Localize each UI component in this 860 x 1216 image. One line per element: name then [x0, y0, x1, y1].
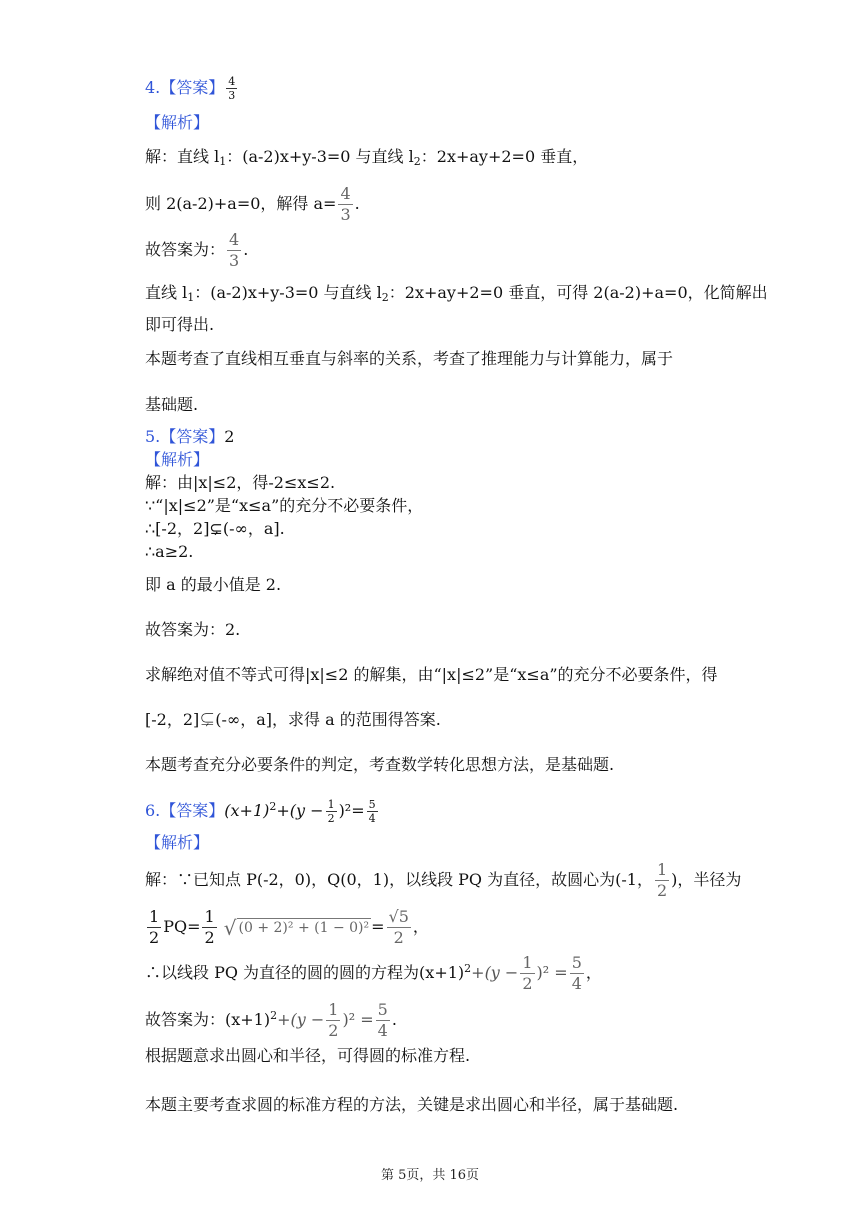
q6-center-y-fraction: $\frac{1}{2}$	[656, 860, 668, 900]
q4-analysis-label: 【解析】	[145, 113, 210, 132]
q6-half-fraction-1: $\frac{1}{2}$	[149, 907, 160, 947]
q6-sqrt-expression: √ (0 + 2)² + (1 − 0)²	[223, 915, 370, 940]
q6-answer-half: $\frac{1}{2}$	[327, 798, 335, 825]
q5-final-answer: 故答案为：2.	[145, 620, 241, 639]
q4-comment-line-1: 直线 $l_1$：(a-2)x+y-3=0 与直线 $l_2$：2x+ay+2=0 垂直，可得 2(a-2)+a=0，化简解出	[145, 283, 768, 304]
q6-answer: 6.【答案】$(x+1)^2+(y$ − $\frac{1}{2}$ )²= $\frac{5}{4}$	[145, 798, 376, 825]
q5-analysis-label: 【解析】	[145, 450, 210, 469]
q5-comment-line-2: [-2，2]⊊(-∞，a]，求得 a 的范围得答案.	[145, 710, 441, 729]
q6-final-rhs-fraction: $\frac{5}{4}$	[377, 1000, 388, 1040]
q6-answer-rhs: $\frac{5}{4}$	[368, 798, 376, 825]
q5-comment-line-1: 求解绝对值不等式可得|x|≤2 的解集，由“|x|≤2”是“x≤a”的充分不必要条件，得	[145, 665, 718, 684]
q6-comment-line-1: 根据题意求出圆心和半径，可得圆的标准方程.	[145, 1046, 471, 1065]
q4-fraction: $\frac{4}{3}$	[340, 184, 351, 224]
q4-answer-fraction: $\frac{4}{3}$	[228, 75, 236, 102]
q5-solution-line-3: ∴[-2，2]⊊(-∞，a].	[145, 519, 285, 538]
q5-solution-line-1: 解：由|x|≤2，得-2≤x≤2.	[145, 473, 336, 492]
q6-half-fraction-3: $\frac{1}{2}$	[522, 953, 533, 993]
q6-rhs-fraction: $\frac{5}{4}$	[571, 953, 582, 993]
q4-comment-line-2: 即可得出.	[145, 315, 215, 334]
q6-comment-line-2: 本题主要考查求圆的标准方程的方法，关键是求出圆心和半径，属于基础题.	[145, 1095, 679, 1114]
q6-answer-label: 6.【答案】	[145, 801, 225, 820]
q4-final-fraction: $\frac{4}{3}$	[229, 230, 240, 270]
q5-solution-line-4: ∴a≥2.	[145, 542, 194, 561]
q4-answer-label: 4.【答案】	[145, 78, 225, 97]
q6-final-answer: 故答案为：$(x+1)^2+(y$ − $\frac{1}{2}$ )² = $\frac{5}{4}$ .	[145, 1000, 397, 1040]
q6-radius-fraction: $\frac{√5}{2}$	[388, 907, 409, 947]
q6-final-half-fraction: $\frac{1}{2}$	[328, 1000, 339, 1040]
q5-answer: 5.【答案】2	[145, 427, 235, 446]
q5-comment-line-3: 本题考查充分必要条件的判定，考查数学转化思想方法，是基础题.	[145, 755, 615, 774]
q4-answer	[145, 76, 239, 101]
q4-comment-line-4: 基础题.	[145, 395, 199, 414]
page-footer: 第 5页，共 16页	[380, 1168, 480, 1183]
q6-solution-line-3: ∴以线段 PQ 为直径的圆的圆的方程为$(x+1)^2+(y$ − $\frac{1}{2}$ )² = $\frac{5}{4}$ ，	[145, 953, 602, 993]
q5-solution-line-5: 即 a 的最小值是 2.	[145, 575, 282, 594]
q6-analysis-label: 【解析】	[145, 833, 210, 852]
q4-solution-line-1: 解：直线 $l_1$：(a-2)x+y-3=0 与直线 $l_2$：2x+ay+2=0 垂直，	[145, 147, 589, 168]
q4-final-answer: 故答案为： $\frac{4}{3}$ .	[145, 230, 249, 270]
q6-half-fraction-2: $\frac{1}{2}$	[204, 907, 215, 947]
q4-solution-line-2: 则 2(a-2)+a=0，解得 a= $\frac{4}{3}$ .	[145, 184, 360, 224]
q6-solution-line-1: 解：∵已知点 P(-2，0)，Q(0，1)，以线段 PQ 为直径，故圆心为(-1， $\frac{1}{2}$ )，半径为	[145, 860, 742, 900]
q5-answer-label: 5.【答案】	[145, 427, 225, 446]
q6-solution-line-2: $\frac{1}{2}$ PQ= $\frac{1}{2}$ √ (0 + 2)² + (1 − 0)² = $\frac{√5}{2}$ ，	[149, 907, 429, 947]
q5-solution-line-2: ∵“|x|≤2”是“x≤a”的充分不必要条件，	[145, 496, 424, 515]
q4-comment-line-3: 本题考查了直线相互垂直与斜率的关系，考查了推理能力与计算能力，属于	[145, 349, 674, 368]
